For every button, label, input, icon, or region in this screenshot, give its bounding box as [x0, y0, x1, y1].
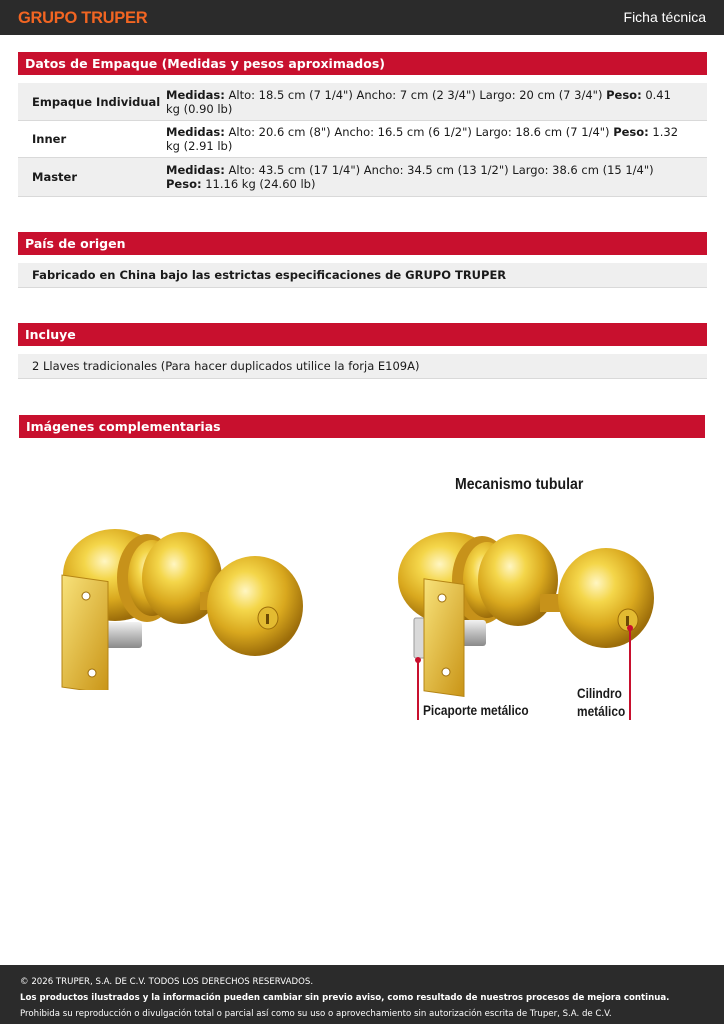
images-section-title: Imágenes complementarias — [19, 415, 705, 438]
tubular-mechanism-image — [390, 520, 670, 720]
packaging-row-master — [18, 158, 707, 197]
packaging-row-individual — [18, 83, 707, 121]
packaging-row-label: Inner — [32, 132, 67, 146]
footer — [0, 965, 724, 1024]
packaging-row-value: Medidas: Alto: 20.6 cm (8") Ancho: 16.5 cm (6 1/2") Largo: 18.6 cm (7 1/4") Peso: 1.32 kg (2.91 lb) — [166, 125, 679, 153]
brand-logo: GRUPO TRUPER — [18, 9, 148, 27]
document-type-label: Ficha técnica — [623, 9, 706, 25]
packaging-row-value: Medidas: Alto: 18.5 cm (7 1/4") Ancho: 7 cm (2 3/4") Largo: 20 cm (7 3/4") Peso: 0.41 kg (0.90 lb) — [166, 87, 671, 116]
packaging-section-title: Datos de Empaque (Medidas y pesos aproximados) — [18, 52, 707, 75]
includes-row — [18, 354, 707, 379]
origin-text: Fabricado en China bajo las estrictas especificaciones de GRUPO TRUPER — [32, 268, 507, 282]
includes-section-title: Incluye — [18, 323, 707, 346]
top-bar — [0, 0, 724, 35]
footer-notice: Los productos ilustrados y la información pueden cambiar sin previo aviso, como resultado de nuestros procesos de mejora continua. — [20, 993, 670, 1003]
footer-copyright: © 2026 TRUPER, S.A. DE C.V. TODOS LOS DERECHOS RESERVADOS. — [20, 977, 314, 987]
mechanism-title: Mecanismo tubular — [455, 476, 584, 493]
packaging-row-inner — [18, 121, 707, 158]
lockset-product-image — [40, 520, 310, 690]
callout-cylinder-label: Cilindro metálico — [577, 686, 626, 719]
origin-section-title: País de origen — [18, 232, 707, 255]
packaging-row-label: Empaque Individual — [32, 94, 161, 109]
packaging-row-label: Master — [32, 170, 78, 184]
footer-prohibition: Prohibida su reproducción o divulgación total o parcial así como su uso o aprovechamiento sin autorización escrita de Truper, S.A. de C.V. — [20, 1009, 612, 1019]
packaging-row-value: Medidas: Alto: 43.5 cm (17 1/4") Ancho: 34.5 cm (13 1/2") Largo: 38.6 cm (15 1/4") Peso: 11.16 kg (24.60 lb) — [166, 163, 654, 191]
includes-text: 2 Llaves tradicionales (Para hacer duplicados utilice la forja E109A) — [32, 359, 420, 373]
origin-row — [18, 263, 707, 288]
callout-latch-label: Picaporte metálico — [423, 703, 529, 718]
